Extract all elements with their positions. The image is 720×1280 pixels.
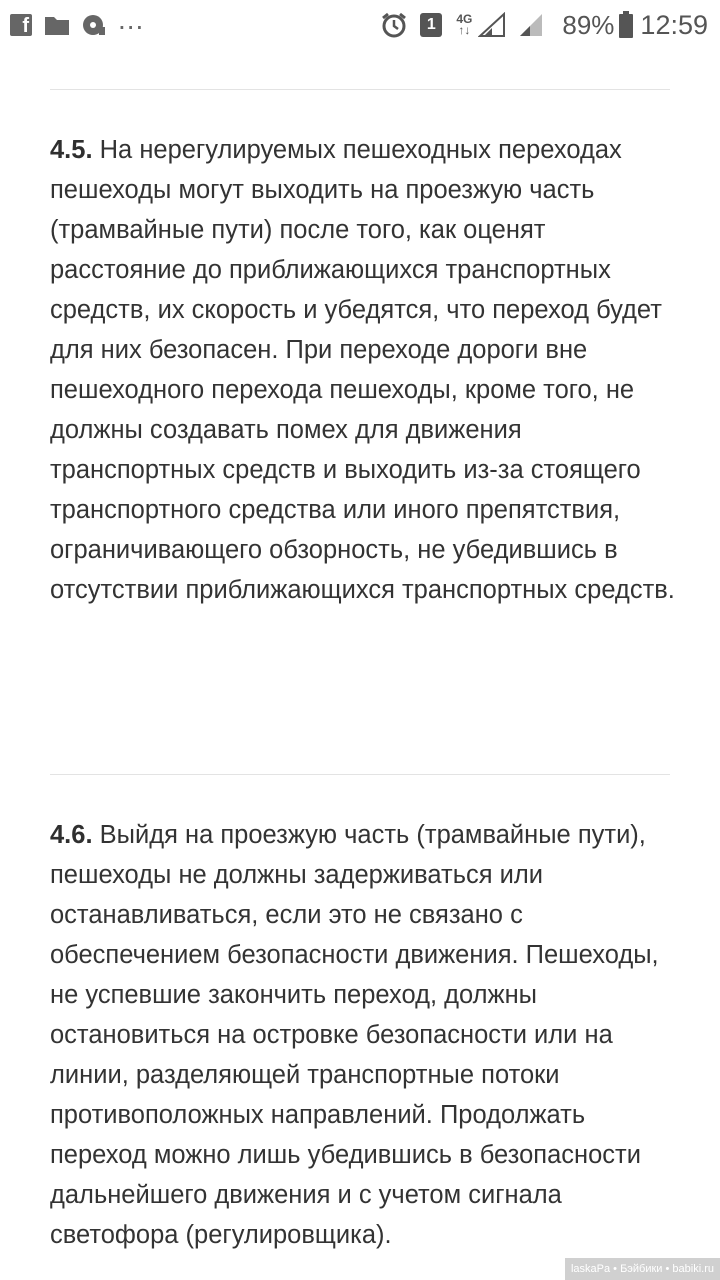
rule-text: На нерегулируемых пешеходных переходах пешеходы могут выходить на проезжую часть (трамвайные пути) после того, как оценят расстояние до приближающихся транспортных средств, их скорость и убедятся, что переход будет для них безопасен. При переходе дороги вне пешеходного перехода пешеходы, кроме того, не должны создавать помех для движения транспортных средств и выходить из-за стоящего транспортного средства или иного препятствия, ограничивающего обзорность, не убедившись в отсутствии приближающихся транспортных средств. <box>50 136 675 604</box>
folder-icon <box>44 14 70 36</box>
network-type: 4G ↑↓ <box>456 12 473 37</box>
clock: 12:59 <box>640 9 708 40</box>
watermark: laskaPa • Бэйбики • babiki.ru <box>565 1258 720 1280</box>
notification-overflow: ... <box>118 4 145 35</box>
signal-strength-2-icon <box>518 12 544 38</box>
rule-number: 4.6. <box>50 821 93 849</box>
rule-number: 4.5. <box>50 136 93 164</box>
sim-slot-indicator: 1 <box>420 13 442 37</box>
section-divider <box>50 89 670 90</box>
signal-strength-icon <box>478 12 506 38</box>
status-bar-left <box>10 0 144 50</box>
alarm-icon <box>380 11 408 39</box>
facebook-icon <box>10 14 32 36</box>
rule-paragraph-4-6 <box>50 815 680 1255</box>
disc-icon <box>82 13 106 37</box>
battery-icon <box>618 11 634 39</box>
battery-percent: 89% <box>562 9 615 40</box>
status-bar <box>0 0 720 50</box>
status-bar-right <box>380 0 708 50</box>
rule-paragraph-4-5 <box>50 130 680 610</box>
rule-text: Выйдя на проезжую часть (трамвайные пути), пешеходы не должны задерживаться или останавливаться, если это не связано с обеспечением безопасности движения. Пешеходы, не успевшие закончить переход, должны остановиться на островке безопасности или на линии, разделяющей транспортные потоки противоположных направлений. Продолжать переход можно лишь убедившись в безопасности дальнейшего движения и с учетом сигнала светофора (регулировщика). <box>50 821 659 1249</box>
section-divider <box>50 774 670 775</box>
